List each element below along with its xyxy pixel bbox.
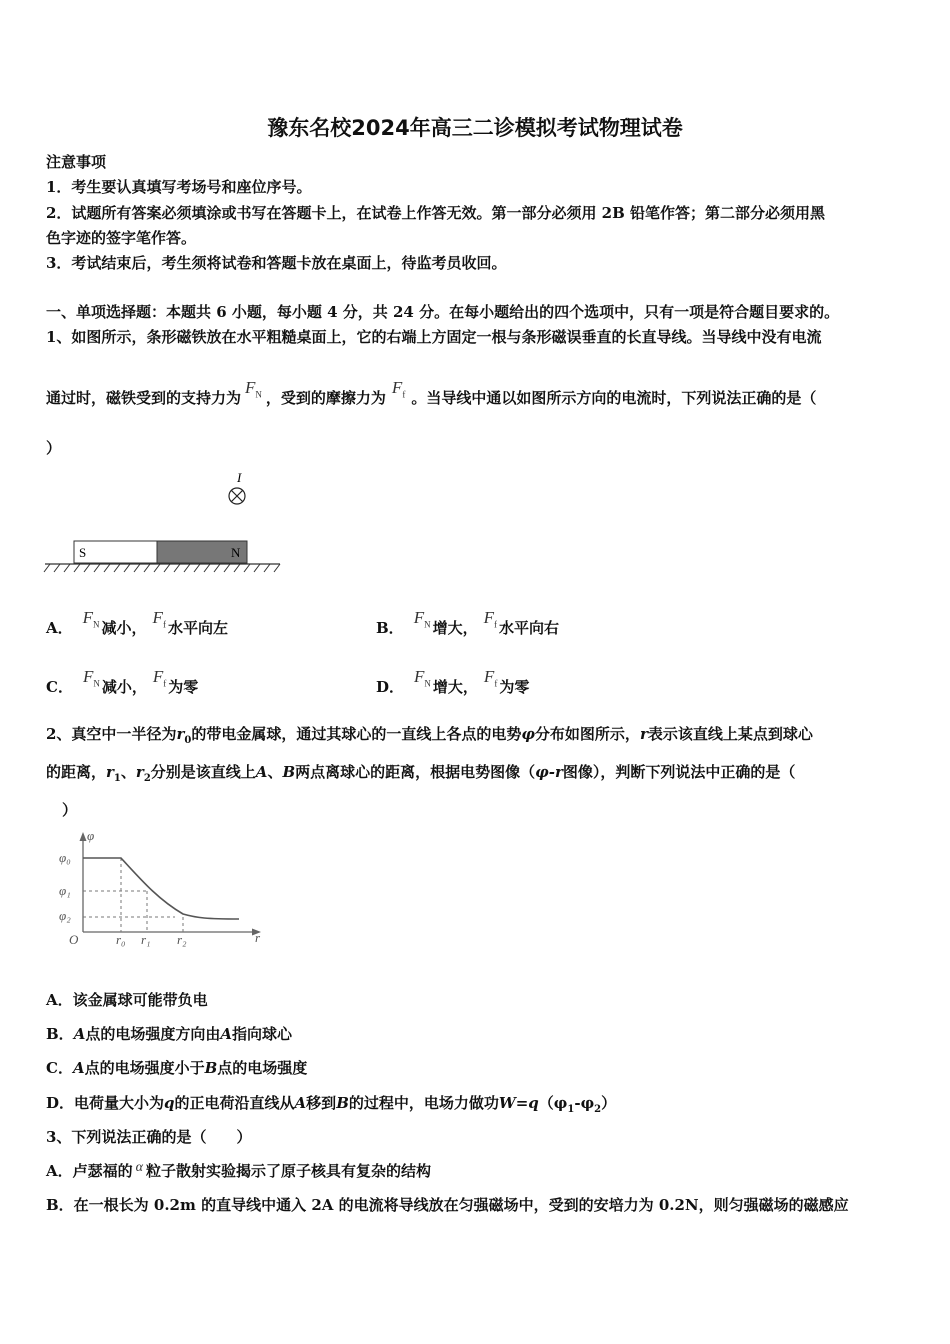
q1-option-a[interactable]: A．$F_N$ 减小，$F_f$ 水平向左 <box>46 608 228 637</box>
symbol-FN: $F_N$ <box>245 378 262 400</box>
current-into-page-icon <box>229 488 245 504</box>
symbol-Ff: $F_f$ <box>152 667 167 689</box>
q1-magnet-figure <box>40 465 290 580</box>
origin-label: O <box>69 932 79 947</box>
q3-stem: 3、下列说法正确的是（ ） <box>46 1128 252 1146</box>
phi1-tick: φ₁ <box>59 883 71 898</box>
phi2-tick: φ₂ <box>59 908 71 923</box>
notice-item-2-line-1: 2．试题所有答案必须填涂或书写在答题卡上，在试卷上作答无效。第一部分必须用 2B 铅笔作答；第二部分必须用黑 <box>46 204 826 222</box>
r1-tick: r₁ <box>141 932 151 947</box>
symbol-FN: $F_N$ <box>414 667 431 689</box>
q2-option-d[interactable]: D．电荷量大小为q的正电荷沿直线从A移到B的过程中，电场力做功$W=q(\varphi_1-\varphi_2)$ <box>46 1094 617 1115</box>
notice-item-3: 3．考试结束后，考生须将试卷和答题卡放在桌面上，待监考员收回。 <box>46 254 507 272</box>
q2-option-c[interactable]: C．A点的电场强度小于B点的电场强度 <box>46 1059 308 1077</box>
graph-axes <box>80 832 262 936</box>
q3-option-a[interactable]: A．卢瑟福的 α 粒子散射实验揭示了原子核具有复杂的结构 <box>46 1160 432 1180</box>
exam-title: 豫东名校2024年高三二诊模拟考试物理试卷 <box>267 116 683 140</box>
section-1-heading: 一、单项选择题：本题共 6 小题，每小题 4 分，共 24 分。在每小题给出的四个选项中，只有一项是符合题目要求的。 <box>46 303 840 321</box>
symbol-Ff: $F_f$ <box>152 608 166 630</box>
symbol-FN: $F_N$ <box>82 667 100 689</box>
r-axis-label: r <box>255 930 261 945</box>
q1-option-d[interactable]: D．$F_N$ 增大，$F_f$ 为零 <box>376 667 530 696</box>
q1-option-c[interactable]: C．$F_N$ 减小，$F_f$ 为零 <box>46 667 199 696</box>
q2-stem-line-3: ） <box>62 801 78 819</box>
q1-option-b[interactable]: B．$F_N$ 增大，$F_f$ 水平向右 <box>376 608 559 637</box>
magnet-s-label: S <box>79 545 87 560</box>
q1-stem-line-3: ） <box>46 439 62 457</box>
magnet-n-label: N <box>231 545 241 560</box>
symbol-Ff: $F_f$ <box>483 667 498 689</box>
symbol-Ff: $F_f$ <box>391 378 406 400</box>
q1-stem-line-2: 通过时，磁铁受到的支持力为$F_N$ ，受到的摩擦力为$F_f$ 。当导线中通以如图所示方向的电流时，下列说法正确的是（ <box>46 378 817 407</box>
current-label: I <box>237 470 242 485</box>
q2-stem-line-1: 2、真空中一半径为$r_0$的带电金属球，通过其球心的一直线上各点的电势φ分布如图所示，r表示该直线上某点到球心 <box>46 725 813 746</box>
notice-item-1: 1．考生要认真填写考场号和座位序号。 <box>46 178 312 196</box>
q1-stem-line-1: 1、如图所示，条形磁铁放在水平粗糙桌面上，它的右端上方固定一根与条形磁误垂直的长直导线。当导线中没有电流 <box>46 328 822 346</box>
table-hatching <box>44 564 280 572</box>
q3-option-b[interactable]: B．在一根长为 0.2m 的直导线中通入 2A 的电流将导线放在匀强磁场中，受到的安培力为 0.2N，则匀强磁场的磁感应 <box>46 1196 849 1214</box>
notice-heading: 注意事项 <box>46 153 107 171</box>
q2-option-a[interactable]: A．该金属球可能带负电 <box>46 991 208 1009</box>
symbol-Ff: $F_f$ <box>483 608 497 630</box>
r0-tick: r₀ <box>116 932 126 947</box>
magnet-south-half <box>74 541 157 563</box>
phi-axis-label: φ <box>87 828 95 843</box>
phi0-tick: φ₀ <box>59 850 71 865</box>
alpha-symbol: α <box>135 1160 143 1175</box>
q2-option-b[interactable]: B．A点的电场强度方向由A指向球心 <box>46 1025 292 1043</box>
symbol-FN: $F_N$ <box>82 608 100 630</box>
r2-tick: r₂ <box>177 932 187 947</box>
notice-item-2-line-2: 色字迹的签字笔作答。 <box>46 229 197 247</box>
potential-curve <box>83 858 239 919</box>
q2-stem-line-2: 的距离，$r_1$、$r_2$分别是该直线上A、B两点离球心的距离，根据电势图像（φ-r图像），判断下列说法中正确的是（ <box>46 763 796 784</box>
q2-potential-graph <box>55 828 270 948</box>
graph-guide-lines <box>83 858 183 932</box>
symbol-FN: $F_N$ <box>413 608 431 630</box>
